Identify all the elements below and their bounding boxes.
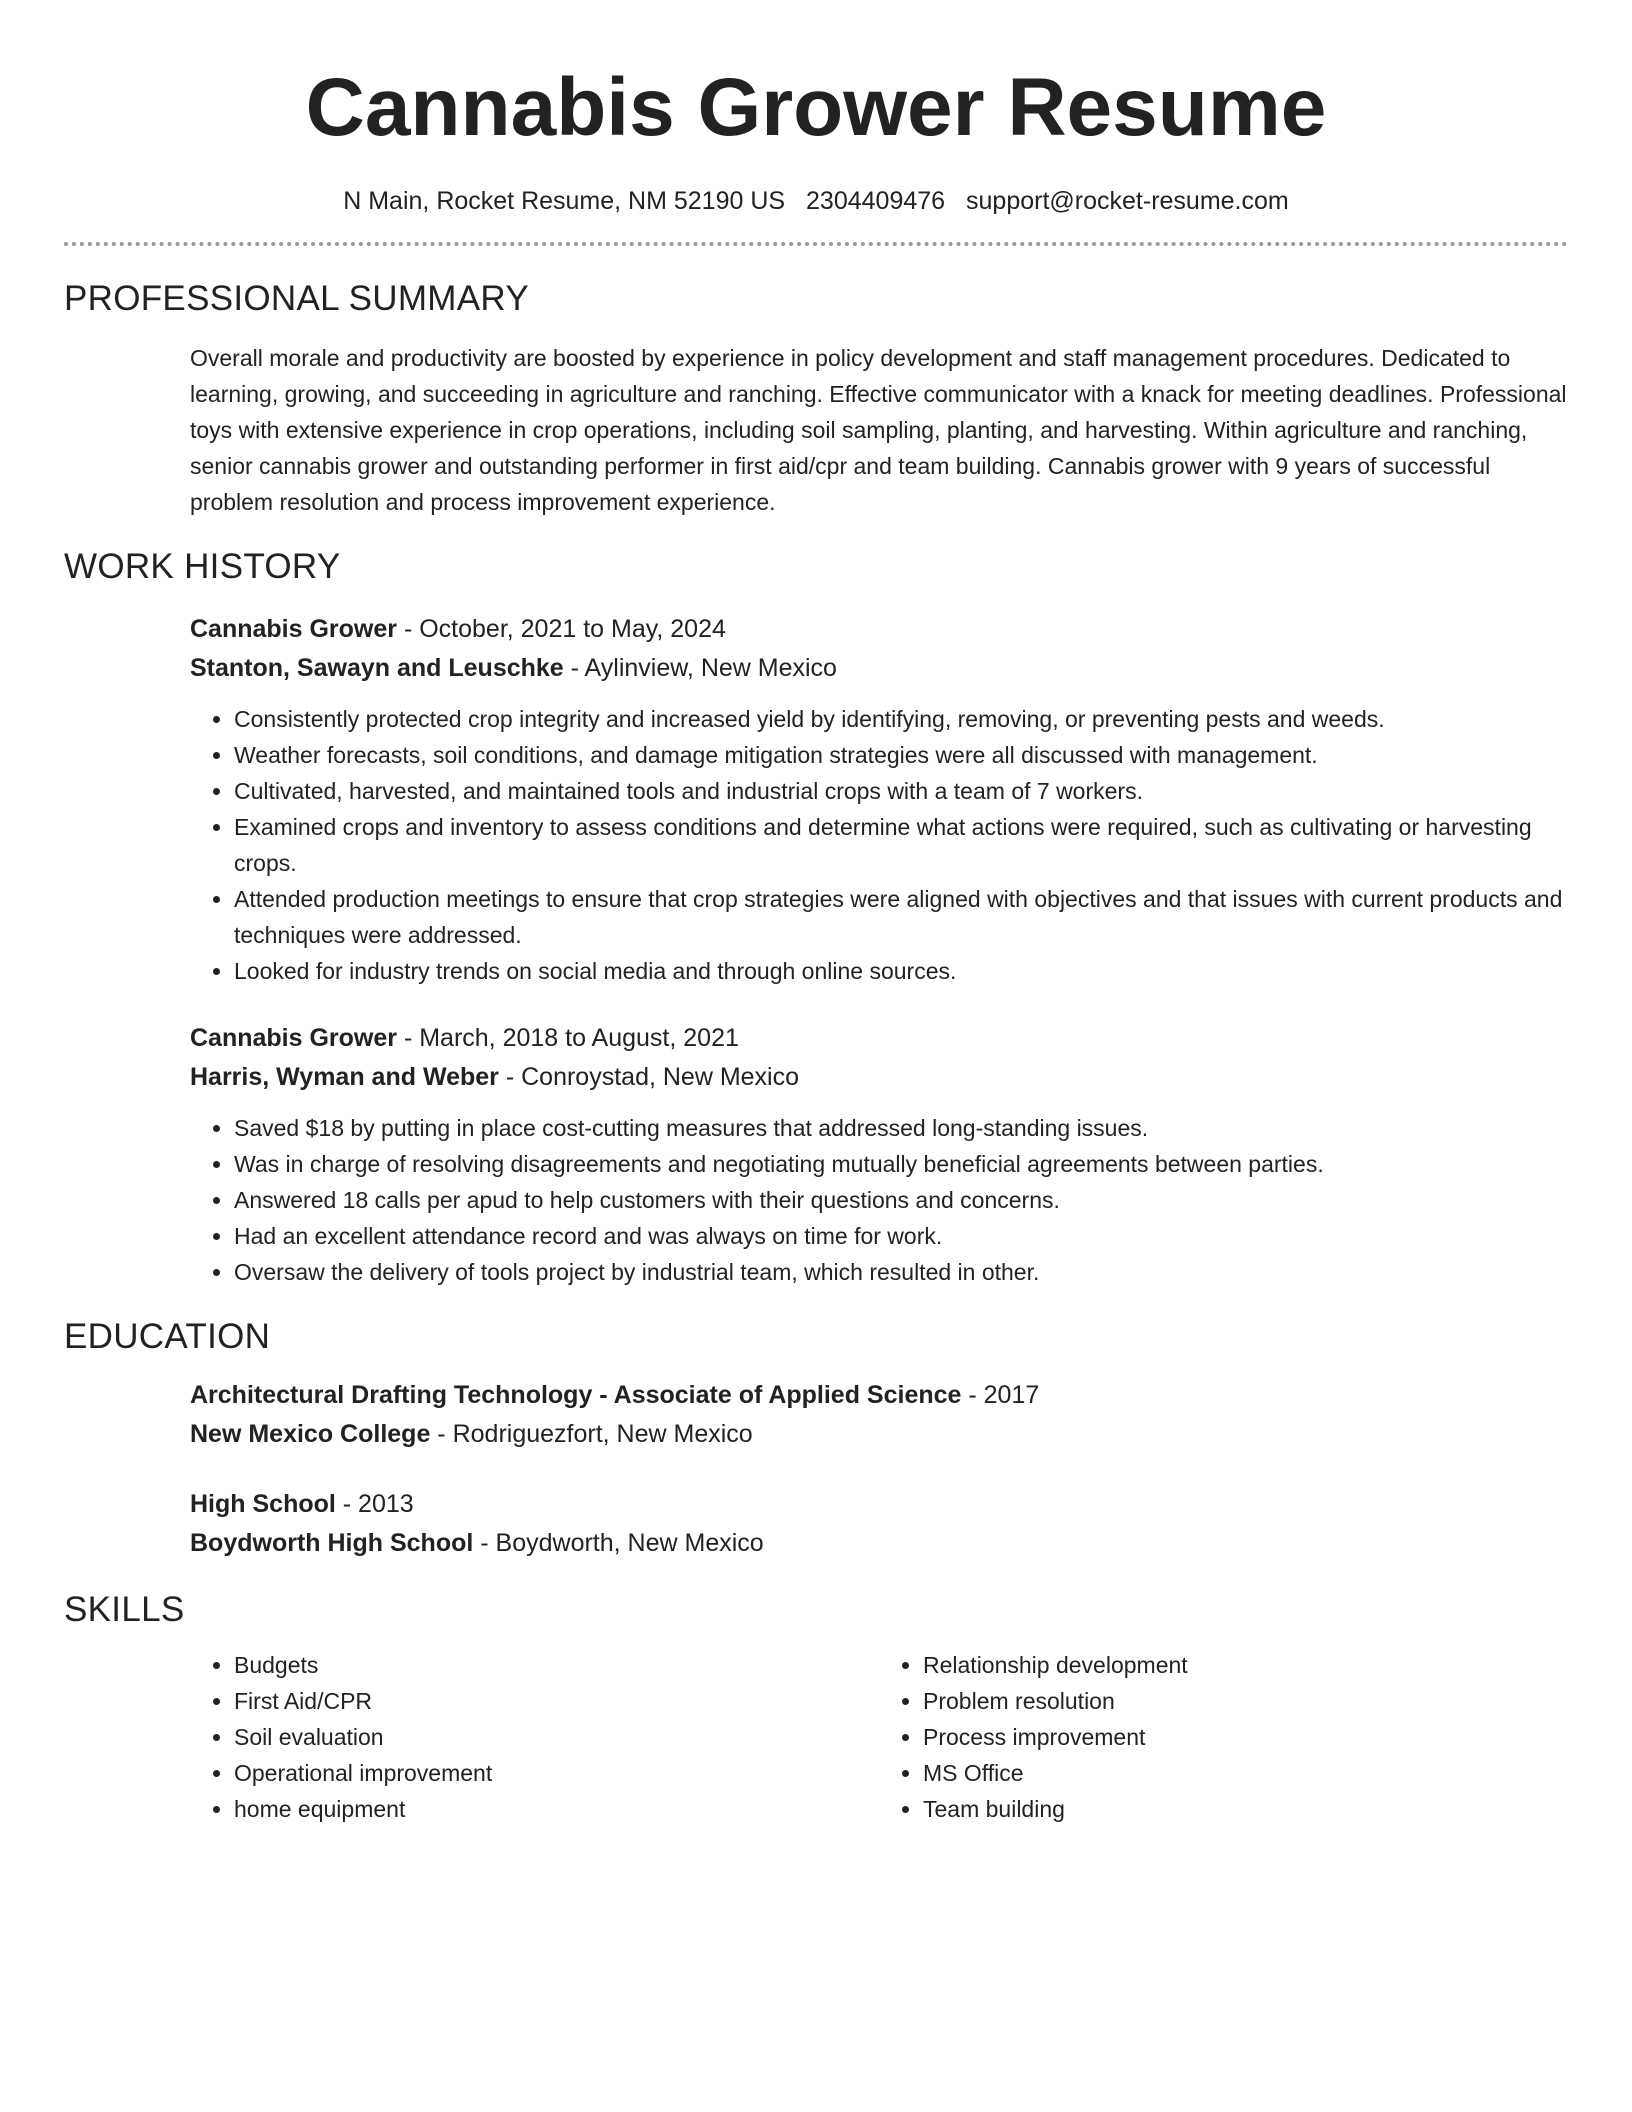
work-section [64,546,1568,1290]
summary-section [64,278,1568,520]
list-item: • Had an excellent attendance record and was always on time for work. [234,1218,1568,1254]
list-item: • Oversaw the delivery of tools project by industrial team, which resulted in other. [234,1254,1568,1290]
education-year: - 2017 [961,1381,1040,1409]
job-role: Cannabis Grower [190,1024,397,1052]
job-role-line [190,1019,1568,1058]
education-entry [190,1376,1568,1454]
education-school-line [190,1415,1568,1454]
resume-title: Cannabis Grower Resume [305,62,1327,153]
job-company: Harris, Wyman and Weber [190,1063,499,1091]
education-school-line [190,1524,1568,1563]
job-bullets [190,701,1568,989]
contact-address: N Main, Rocket Resume, NM 52190 US [343,187,786,215]
job-dates: - October, 2021 to May, 2024 [397,615,726,643]
list-item: • Attended production meetings to ensure that crop strategies were aligned with objectives and that issues with current products and techniques were addressed. [234,881,1568,953]
skill-item: • Relationship development [923,1647,1568,1683]
job-entry [190,1019,1568,1290]
resume-page [64,0,1568,1827]
skill-item: • First Aid/CPR [234,1683,879,1719]
education-entry [190,1485,1568,1563]
skills-heading: SKILLS [64,1590,185,1629]
skill-item: • Soil evaluation [234,1719,879,1755]
education-degree: High School [190,1490,336,1518]
skill-item: • Budgets [234,1647,879,1683]
education-heading: EDUCATION [64,1317,271,1356]
skills-list-right [879,1647,1568,1827]
education-year: - 2013 [335,1490,414,1518]
list-item: • Cultivated, harvested, and maintained tools and industrial crops with a team of 7 workers. [234,773,1568,809]
job-location: - Conroystad, New Mexico [498,1063,800,1091]
education-section [64,1316,1568,1563]
summary-text: Overall morale and productivity are boosted by experience in policy development and staff management procedures. Dedicated to learning, growing, and succeeding in agriculture and ranching. Effective communicator with a knack for meeting deadlines. Professional toys with extensive experience in crop operations, including soil sampling, planting, and harvesting. Within agriculture and ranching, senior cannabis grower and outstanding performer in first aid/cpr and team building. Cannabis grower with 9 years of successful problem resolution and process improvement experience. [190,345,1567,515]
education-degree-line [190,1485,1568,1524]
skill-item: • home equipment [234,1791,879,1827]
job-location: - Aylinview, New Mexico [563,654,837,682]
skill-item: • MS Office [923,1755,1568,1791]
job-company-line [190,649,1568,688]
contact-phone: 2304409476 [806,187,946,215]
job-role: Cannabis Grower [190,615,397,643]
skill-item: • Process improvement [923,1719,1568,1755]
skills-list-left [190,1647,879,1827]
education-degree-line [190,1376,1568,1415]
header-divider [64,242,1568,246]
skills-grid [190,1647,1568,1827]
summary-heading: PROFESSIONAL SUMMARY [64,279,529,318]
contact-email: support@rocket-resume.com [966,187,1289,215]
education-location: - Rodriguezfort, New Mexico [430,1420,753,1448]
list-item: • Examined crops and inventory to assess conditions and determine what actions were required, such as cultivating or harvesting crops. [234,809,1568,881]
skill-item: • Problem resolution [923,1683,1568,1719]
list-item: • Consistently protected crop integrity and increased yield by identifying, removing, or preventing pests and weeds. [234,701,1568,737]
education-school: New Mexico College [190,1420,431,1448]
list-item: • Weather forecasts, soil conditions, and damage mitigation strategies were all discussed with management. [234,737,1568,773]
list-item: • Was in charge of resolving disagreements and negotiating mutually beneficial agreements between parties. [234,1146,1568,1182]
job-company: Stanton, Sawayn and Leuschke [190,654,564,682]
list-item: • Saved $18 by putting in place cost-cutting measures that addressed long-standing issues. [234,1110,1568,1146]
job-entry [190,610,1568,989]
skills-section [64,1589,1568,1827]
job-bullets [190,1110,1568,1290]
job-dates: - March, 2018 to August, 2021 [397,1024,739,1052]
job-role-line [190,610,1568,649]
job-company-line [190,1058,1568,1097]
work-heading: WORK HISTORY [64,547,341,586]
skill-item: • Operational improvement [234,1755,879,1791]
skill-item: • Team building [923,1791,1568,1827]
list-item: • Looked for industry trends on social media and through online sources. [234,953,1568,989]
list-item: • Answered 18 calls per apud to help customers with their questions and concerns. [234,1182,1568,1218]
education-location: - Boydworth, New Mexico [473,1529,764,1557]
education-degree: Architectural Drafting Technology - Associate of Applied Science [190,1381,962,1409]
education-school: Boydworth High School [190,1529,474,1557]
contact-line [64,186,1568,216]
